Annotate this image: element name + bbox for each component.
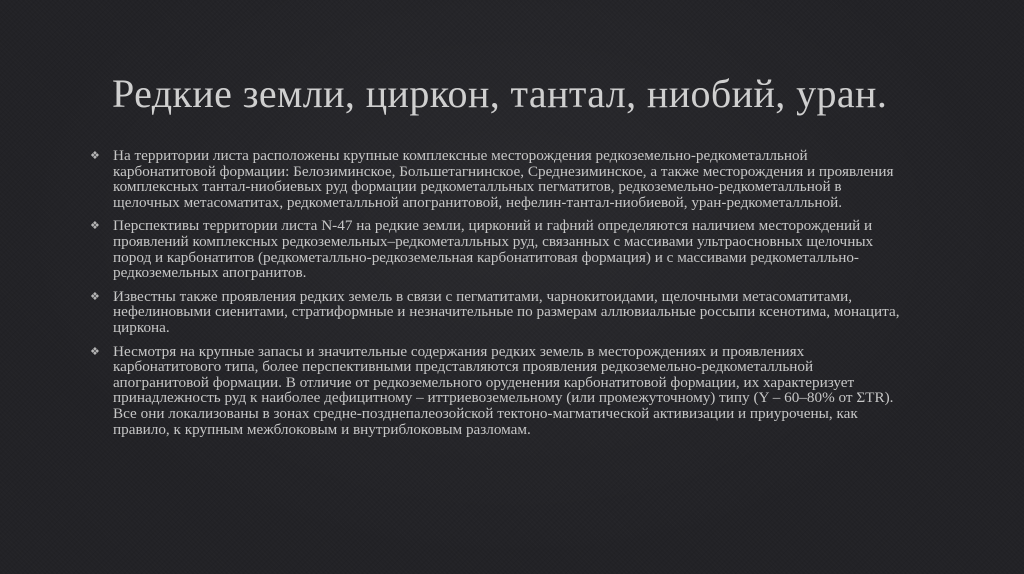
diamond-bullet-icon: ❖ <box>90 290 100 303</box>
bullet-text-4: Несмотря на крупные запасы и значительные содержания редких земель в месторождениях и проявлениях карбонатитового типа, более перспективными представляются проявления редкоземельно-редкометалльной апогранитовой формации. В отличие от редкоземельного оруденения карбонатитовой формации, их характеризует принадлежность руд к наиболее дефицитному – иттриевоземельному (или промежуточному) типу (Y – 60–80% от ΣTR). Все они локализованы в зонах средне-позднепалеозойской тектоно-магматической активизации и приурочены, как правило, к крупным межблоковым и внутриблоковым разломам. <box>113 342 894 438</box>
bullet-item-3 <box>90 289 910 336</box>
diamond-bullet-icon: ❖ <box>90 220 100 233</box>
bullet-item-1 <box>90 148 910 210</box>
bullet-text-3: Известны также проявления редких земель в связи с пегматитами, чарнокитоидами, щелочными метасоматитами, нефелиновыми сиенитами, стратиформные и незначительные по размерам аллювиальные россыпи ксенотима, монацита, циркона. <box>113 287 900 336</box>
bullet-item-4 <box>90 344 910 438</box>
diamond-bullet-icon: ❖ <box>90 345 100 358</box>
bullet-item-2 <box>90 218 910 280</box>
bullet-text-2: Перспективы территории листа N-47 на редкие земли, цирконий и гафний определяются наличием месторождений и проявлений комплексных редкоземельных–редкометалльных руд, связанных с массивами ультраосновных щелочных пород и карбонатитов (редкометалльно-редкоземельная карбонатитовая формация) и с массивами редкометалльно-редкоземельных апогранитов. <box>113 217 874 282</box>
bullet-list <box>90 148 910 445</box>
bullet-text-1: На территории листа расположены крупные комплексные месторождения редкоземельно-редкометалльной карбонатитовой формации: Белозиминское, Большетагнинское, Среднезиминское, а также месторождения и проявления комплексных тантал-ниобиевых руд формации редкометалльных пегматитов, редкоземельно-редкометалльной в щелочных метасоматитах, редкометалльной апогранитовой, нефелин-тантал-ниобиевой, уран-редкометалльной. <box>113 147 894 211</box>
diamond-bullet-icon: ❖ <box>90 150 100 162</box>
slide-title: Редкие земли, циркон, тантал, ниобий, уран. <box>112 71 888 116</box>
